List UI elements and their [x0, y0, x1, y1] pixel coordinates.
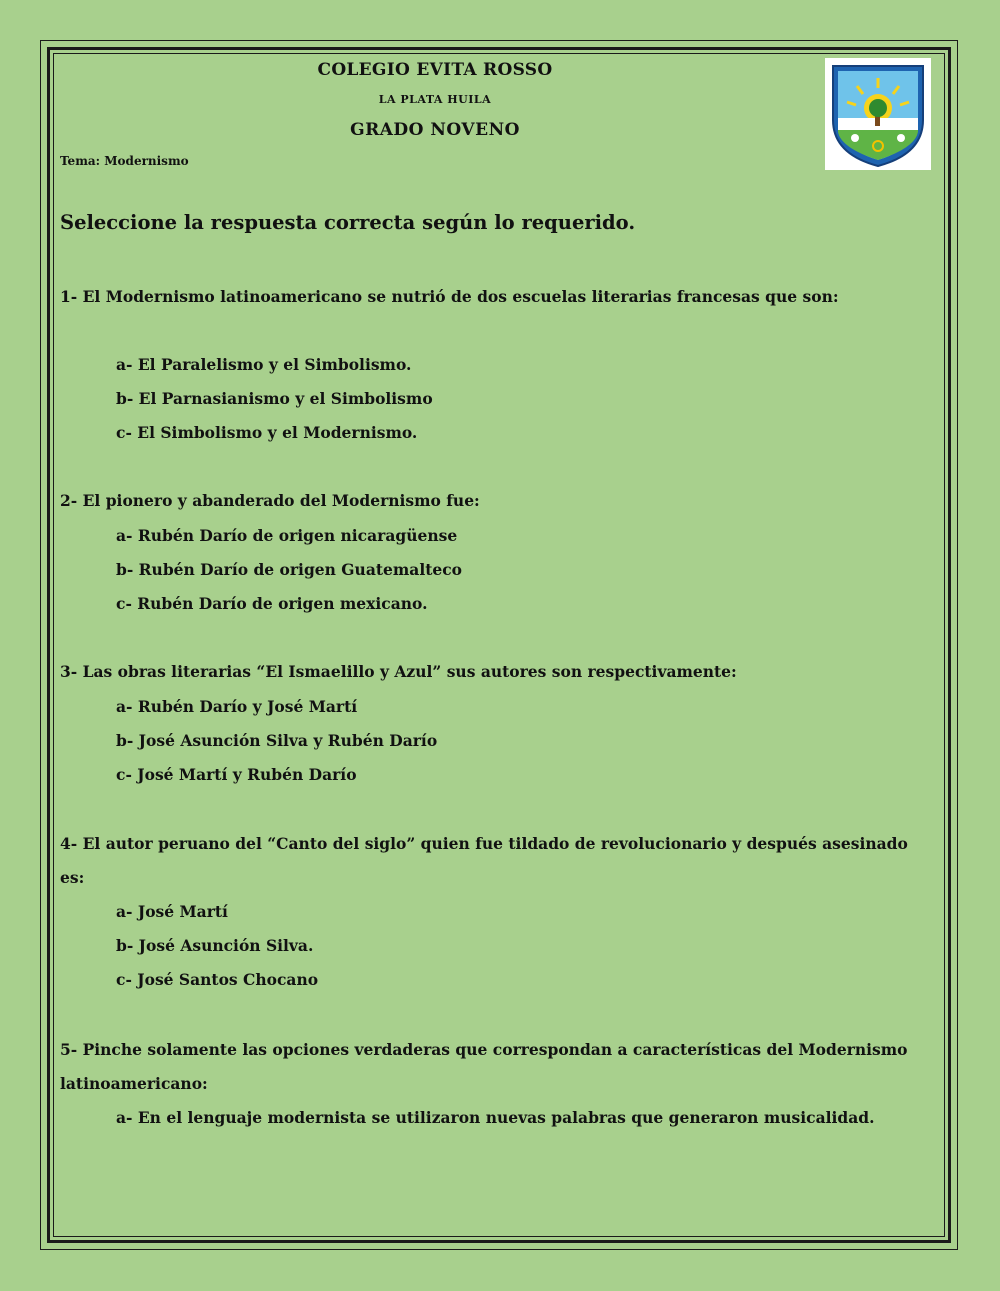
school-city: LA PLATA HUILA: [378, 93, 492, 106]
question-2-option-c[interactable]: c- Rubén Darío de origen mexicano.: [116, 594, 428, 613]
question-2-option-b[interactable]: b- Rubén Darío de origen Guatemalteco: [116, 560, 463, 579]
question-5: 5- Pinche solamente las opciones verdaderas que correspondan a características del Modernismo latinoamericano:: [60, 1040, 908, 1093]
question-2-option-a[interactable]: a- Rubén Darío de origen nicaragüense: [116, 526, 458, 545]
question-4-option-c[interactable]: c- José Santos Chocano: [116, 970, 319, 989]
school-crest-logo: [825, 58, 931, 170]
school-name: COLEGIO EVITA ROSSO: [317, 60, 553, 80]
grade-level: GRADO NOVENO: [350, 120, 520, 140]
school-crest-icon: [825, 58, 931, 170]
question-3-option-a[interactable]: a- Rubén Darío y José Martí: [116, 697, 358, 716]
question-1-option-a[interactable]: a- El Paralelismo y el Simbolismo.: [116, 355, 412, 374]
question-4-option-b[interactable]: b- José Asunción Silva.: [116, 936, 314, 955]
question-3-option-c[interactable]: c- José Martí y Rubén Darío: [116, 765, 357, 784]
question-1-option-b[interactable]: b- El Parnasianismo y el Simbolismo: [116, 389, 433, 408]
question-3: 3- Las obras literarias “El Ismaelillo y Azul” sus autores son respectivamente:: [60, 662, 737, 681]
question-5-option-a[interactable]: a- En el lenguaje modernista se utilizaron nuevas palabras que generaron musicalidad.: [116, 1108, 875, 1127]
question-1: 1- El Modernismo latinoamericano se nutrió de dos escuelas literarias francesas que son:: [60, 287, 839, 306]
question-3-option-b[interactable]: b- José Asunción Silva y Rubén Darío: [116, 731, 438, 750]
question-1-option-c[interactable]: c- El Simbolismo y el Modernismo.: [116, 423, 418, 442]
question-4: 4- El autor peruano del “Canto del siglo” quien fue tildado de revolucionario y después asesinado es:: [60, 834, 908, 887]
instructions: Seleccione la respuesta correcta según lo requerido.: [60, 211, 636, 234]
question-4-option-a[interactable]: a- José Martí: [116, 902, 228, 921]
topic-label: Tema: Modernismo: [60, 154, 189, 168]
question-2: 2- El pionero y abanderado del Modernismo fue:: [60, 491, 480, 510]
